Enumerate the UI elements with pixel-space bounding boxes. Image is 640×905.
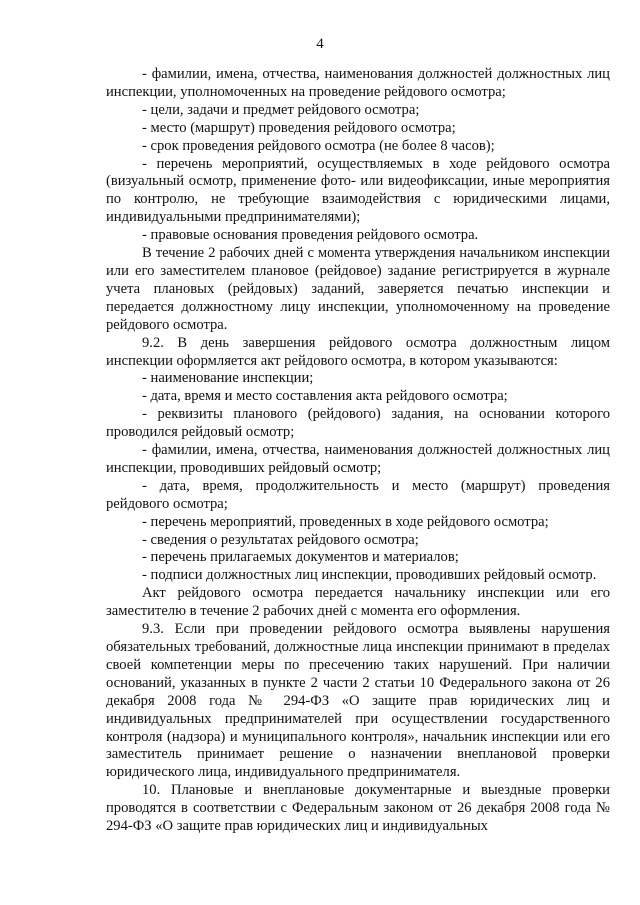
paragraph: В течение 2 рабочих дней с момента утверждения начальником инспекции или его заместителем плановое (рейдовое) задание регистрируется в журнале учета плановых (рейдовых) заданий, заверяется печатью инспекции и передается должностному лицу инспекции, уполномоченному на проведение рейдового осмотра. [106,245,610,333]
paragraph: - подписи должностных лиц инспекции, проводивших рейдовый осмотр. [142,567,597,584]
paragraph: Акт рейдового осмотра передается начальнику инспекции или его заместителю в течение 2 рабочих дней с момента его оформления. [106,585,610,620]
paragraph: 9.2. В день завершения рейдового осмотра должностным лицом инспекции оформляется акт рейдового осмотра, в котором указываются: [106,334,610,369]
paragraph: - место (маршрут) проведения рейдового осмотра; [142,119,456,136]
paragraph: - наименование инспекции; [142,370,314,387]
paragraph: - правовые основания проведения рейдового осмотра. [142,227,479,244]
paragraph: - перечень мероприятий, проведенных в ходе рейдового осмотра; [142,513,549,530]
paragraph: - дата, время, продолжительность и место (маршрут) проведения рейдового осмотра; [106,477,610,512]
paragraph: - фамилии, имена, отчества, наименования должностей должностных лиц инспекции, уполномоченных на проведение рейдового осмотра; [106,66,610,100]
paragraph: - реквизиты планового (рейдового) задания, на основании которого проводился рейдовый осмотр; [106,406,610,441]
paragraph: - перечень мероприятий, осуществляемых в ходе рейдового осмотра (визуальный осмотр, применение фото- или видеофиксации, иные мероприятия по контролю, не требующие взаимодействия с юридическими лицами, индивидуальными предпринимателями); [106,155,610,226]
paragraph: - фамилии, имена, отчества, наименования должностей должностных лиц инспекции, проводивших рейдовый осмотр; [106,442,610,476]
paragraph: 9.3. Если при проведении рейдового осмотра выявлены нарушения обязательных требований, должностные лица инспекции принимают в пределах своей компетенции меры по пресечению таких нарушений. При наличии оснований, указанных в пункте 2 части 2 статьи 10 Федерального закона от 26 декабря 2008 года № 294-ФЗ «О защите прав юридических лиц и индивидуальных предпринимателей при осуществлении государственного контроля (надзора) и муниципального контроля», начальник инспекции или его заместитель принимает решение о назначении внеплановой проверки юридического лица, индивидуального предпринимателя. [106,621,610,781]
page-number: 4 [316,36,324,52]
paragraph: - срок проведения рейдового осмотра (не более 8 часов); [142,137,495,154]
paragraph: - дата, время и место составления акта рейдового осмотра; [142,388,508,405]
document-body [106,66,610,836]
paragraph: - сведения о результатах рейдового осмотра; [142,531,419,548]
paragraph: - цели, задачи и предмет рейдового осмотра; [142,101,420,118]
paragraph: 10. Плановые и внеплановые документарные и выездные проверки проводятся в соответствии с Федеральным законом от 26 декабря 2008 года № 294-ФЗ «О защите прав юридических лиц и индивидуальных [106,782,610,835]
paragraph: - перечень прилагаемых документов и материалов; [142,549,459,566]
